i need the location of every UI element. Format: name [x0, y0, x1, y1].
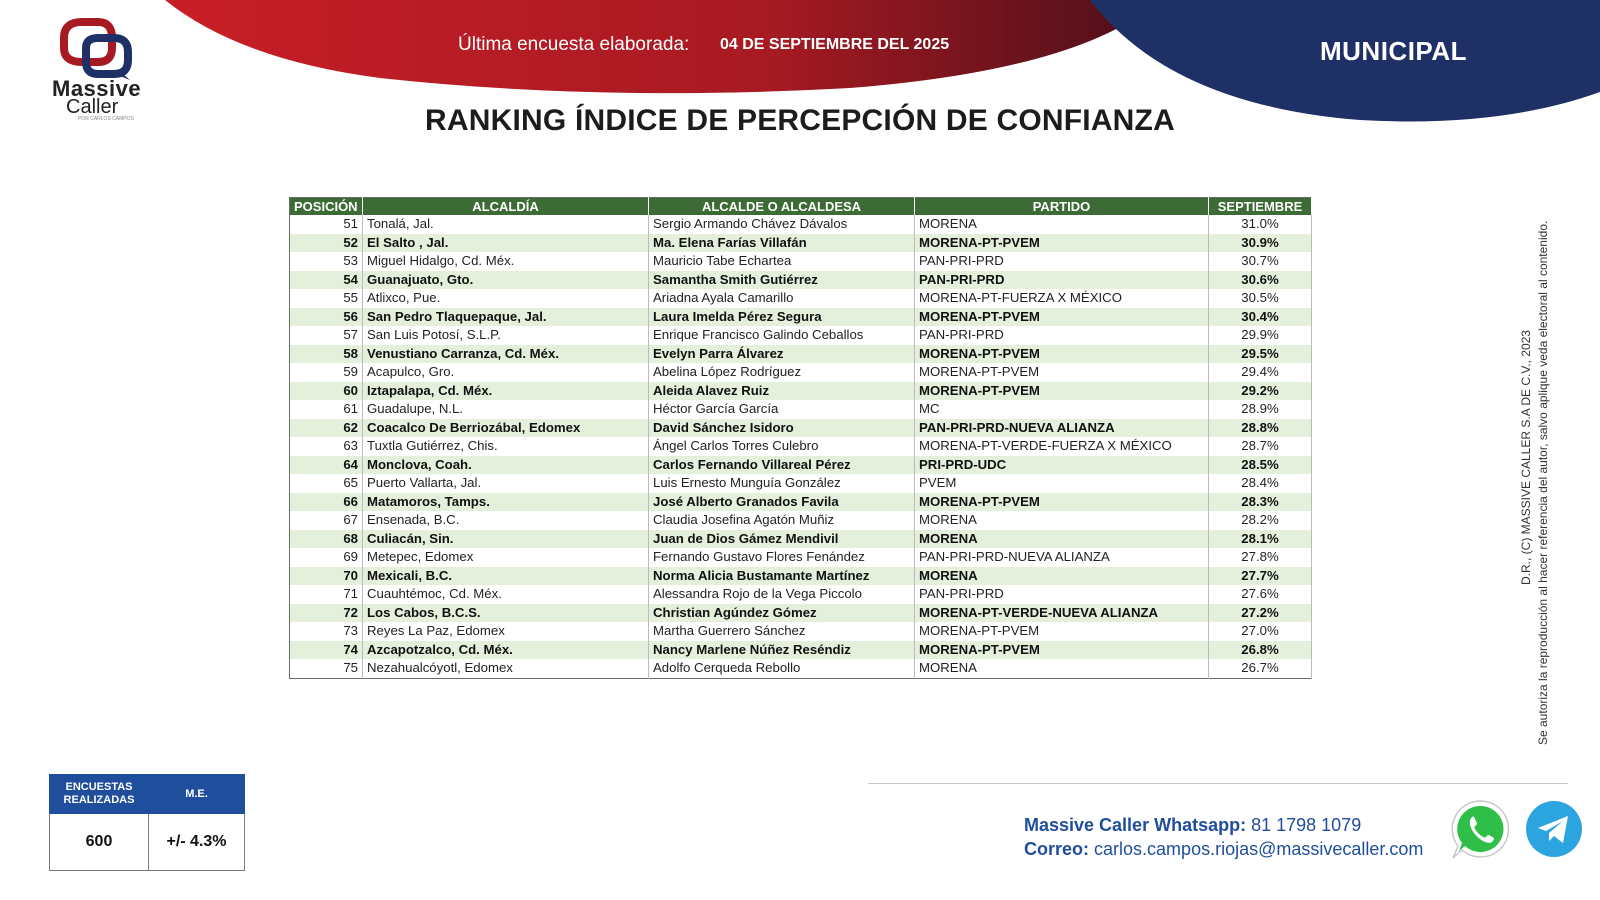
position-cell: 73 [290, 622, 363, 641]
alcalde-cell: José Alberto Granados Favila [649, 493, 915, 512]
stats-header-margin: M.E. [149, 775, 245, 814]
septiembre-cell: 29.5% [1209, 345, 1312, 364]
logo-tagline: POR CARLOS CAMPOS [78, 116, 134, 122]
alcalde-cell: Claudia Josefina Agatón Muñiz [649, 511, 915, 530]
septiembre-cell: 28.5% [1209, 456, 1312, 475]
alcaldia-cell: Monclova, Coah. [363, 456, 649, 475]
alcaldia-cell: Mexicali, B.C. [363, 567, 649, 586]
table-row [290, 234, 1312, 253]
position-cell: 57 [290, 326, 363, 345]
alcaldia-cell: Ensenada, B.C. [363, 511, 649, 530]
position-cell: 56 [290, 308, 363, 327]
table-row [290, 437, 1312, 456]
septiembre-cell: 30.4% [1209, 308, 1312, 327]
position-cell: 72 [290, 604, 363, 623]
alcalde-cell: Nancy Marlene Núñez Reséndiz [649, 641, 915, 660]
septiembre-cell: 28.9% [1209, 400, 1312, 419]
legal-line-2: Se autoriza la reproducción al hacer referencia del autor, salvo aplique veda electoral al contenido. [1536, 220, 1550, 745]
septiembre-cell: 27.8% [1209, 548, 1312, 567]
stats-margin-value: +/- 4.3% [149, 814, 245, 871]
alcalde-cell: Evelyn Parra Álvarez [649, 345, 915, 364]
position-cell: 61 [290, 400, 363, 419]
position-cell: 65 [290, 474, 363, 493]
alcaldia-cell: San Luis Potosí, S.L.P. [363, 326, 649, 345]
scope-label: MUNICIPAL [1320, 36, 1468, 66]
alcalde-cell: Juan de Dios Gámez Mendivil [649, 530, 915, 549]
table-row [290, 382, 1312, 401]
table-row [290, 659, 1312, 678]
table-row [290, 511, 1312, 530]
whatsapp-number[interactable]: 81 1798 1079 [1251, 815, 1362, 835]
septiembre-cell: 30.9% [1209, 234, 1312, 253]
alcalde-cell: Héctor García García [649, 400, 915, 419]
alcaldia-cell: San Pedro Tlaquepaque, Jal. [363, 308, 649, 327]
partido-cell: MC [915, 400, 1209, 419]
position-cell: 68 [290, 530, 363, 549]
partido-cell: MORENA-PT-PVEM [915, 363, 1209, 382]
position-cell: 70 [290, 567, 363, 586]
legal-notice [1519, 185, 1569, 745]
partido-cell: MORENA-PT-PVEM [915, 308, 1209, 327]
table-row [290, 474, 1312, 493]
partido-cell: MORENA-PT-VERDE-NUEVA ALIANZA [915, 604, 1209, 623]
septiembre-cell: 30.5% [1209, 289, 1312, 308]
position-cell: 53 [290, 252, 363, 271]
position-cell: 54 [290, 271, 363, 290]
septiembre-cell: 28.1% [1209, 530, 1312, 549]
alcaldia-cell: Atlixco, Pue. [363, 289, 649, 308]
stats-header-surveys: ENCUESTAS REALIZADAS [50, 775, 149, 814]
septiembre-cell: 27.2% [1209, 604, 1312, 623]
septiembre-cell: 27.6% [1209, 585, 1312, 604]
stats-surveys-value: 600 [50, 814, 149, 871]
table-row [290, 641, 1312, 660]
position-cell: 59 [290, 363, 363, 382]
partido-cell: PAN-PRI-PRD [915, 326, 1209, 345]
partido-cell: PAN-PRI-PRD [915, 252, 1209, 271]
alcaldia-cell: Reyes La Paz, Edomex [363, 622, 649, 641]
partido-cell: PAN-PRI-PRD [915, 585, 1209, 604]
partido-cell: PAN-PRI-PRD [915, 271, 1209, 290]
alcalde-cell: Samantha Smith Gutiérrez [649, 271, 915, 290]
partido-cell: MORENA-PT-PVEM [915, 382, 1209, 401]
alcalde-cell: Sergio Armando Chávez Dávalos [649, 215, 915, 234]
footer-divider [868, 783, 1568, 784]
whatsapp-icon[interactable] [1448, 797, 1514, 863]
whatsapp-contact [1024, 815, 1361, 836]
ranking-table [289, 197, 1312, 679]
septiembre-cell: 29.9% [1209, 326, 1312, 345]
page-title: RANKING ÍNDICE DE PERCEPCIÓN DE CONFIANZA [425, 104, 1175, 137]
septiembre-cell: 28.7% [1209, 437, 1312, 456]
position-cell: 67 [290, 511, 363, 530]
alcaldia-cell: Culiacán, Sin. [363, 530, 649, 549]
position-cell: 62 [290, 419, 363, 438]
position-cell: 74 [290, 641, 363, 660]
position-cell: 55 [290, 289, 363, 308]
table-row [290, 548, 1312, 567]
septiembre-cell: 30.6% [1209, 271, 1312, 290]
table-row [290, 215, 1312, 234]
telegram-icon[interactable] [1525, 800, 1583, 858]
table-header-row [290, 198, 1312, 216]
alcalde-cell: Fernando Gustavo Flores Fenández [649, 548, 915, 567]
partido-cell: MORENA-PT-VERDE-FUERZA X MÉXICO [915, 437, 1209, 456]
septiembre-cell: 27.0% [1209, 622, 1312, 641]
alcaldia-cell: Guadalupe, N.L. [363, 400, 649, 419]
alcaldia-cell: Miguel Hidalgo, Cd. Méx. [363, 252, 649, 271]
table-row [290, 419, 1312, 438]
alcaldia-cell: Los Cabos, B.C.S. [363, 604, 649, 623]
alcalde-cell: Enrique Francisco Galindo Ceballos [649, 326, 915, 345]
alcaldia-cell: Coacalco De Berriozábal, Edomex [363, 419, 649, 438]
email-address[interactable]: carlos.campos.riojas@massivecaller.com [1094, 839, 1424, 859]
position-cell: 75 [290, 659, 363, 678]
table-row [290, 604, 1312, 623]
septiembre-cell: 27.7% [1209, 567, 1312, 586]
table-row [290, 271, 1312, 290]
partido-cell: PAN-PRI-PRD-NUEVA ALIANZA [915, 548, 1209, 567]
legal-line-1: D.R., (C) MASSIVE CALLER S.A DE C.V., 2023 [1519, 330, 1533, 585]
septiembre-cell: 28.4% [1209, 474, 1312, 493]
partido-cell: MORENA [915, 659, 1209, 678]
alcaldia-cell: Tuxtla Gutiérrez, Chis. [363, 437, 649, 456]
alcaldia-cell: Azcapotzalco, Cd. Méx. [363, 641, 649, 660]
alcalde-cell: Adolfo Cerqueda Rebollo [649, 659, 915, 678]
table-row [290, 622, 1312, 641]
septiembre-cell: 31.0% [1209, 215, 1312, 234]
alcalde-cell: Ariadna Ayala Camarillo [649, 289, 915, 308]
position-cell: 52 [290, 234, 363, 253]
position-cell: 66 [290, 493, 363, 512]
position-cell: 71 [290, 585, 363, 604]
alcaldia-cell: Acapulco, Gro. [363, 363, 649, 382]
email-contact [1024, 839, 1423, 860]
table-row [290, 585, 1312, 604]
column-header-position: POSICIÓN [290, 198, 363, 216]
alcalde-cell: Alessandra Rojo de la Vega Piccolo [649, 585, 915, 604]
alcalde-cell: Norma Alicia Bustamante Martínez [649, 567, 915, 586]
septiembre-cell: 26.8% [1209, 641, 1312, 660]
alcalde-cell: Mauricio Tabe Echartea [649, 252, 915, 271]
logo-name-line1: Massive [52, 76, 142, 101]
column-header-septiembre: SEPTIEMBRE [1209, 198, 1312, 216]
partido-cell: MORENA-PT-PVEM [915, 493, 1209, 512]
column-header-alcaldia: ALCALDÍA [363, 198, 649, 216]
alcalde-cell: Abelina López Rodríguez [649, 363, 915, 382]
position-cell: 69 [290, 548, 363, 567]
alcalde-cell: Aleida Alavez Ruiz [649, 382, 915, 401]
table-row [290, 326, 1312, 345]
partido-cell: PVEM [915, 474, 1209, 493]
alcalde-cell: Ángel Carlos Torres Culebro [649, 437, 915, 456]
septiembre-cell: 28.3% [1209, 493, 1312, 512]
position-cell: 58 [290, 345, 363, 364]
position-cell: 51 [290, 215, 363, 234]
alcalde-cell: Martha Guerrero Sánchez [649, 622, 915, 641]
position-cell: 64 [290, 456, 363, 475]
alcaldia-cell: Metepec, Edomex [363, 548, 649, 567]
position-cell: 63 [290, 437, 363, 456]
alcaldia-cell: Venustiano Carranza, Cd. Méx. [363, 345, 649, 364]
alcaldia-cell: Nezahualcóyotl, Edomex [363, 659, 649, 678]
partido-cell: MORENA-PT-PVEM [915, 345, 1209, 364]
table-row [290, 567, 1312, 586]
alcalde-cell: Ma. Elena Farías Villafán [649, 234, 915, 253]
alcaldia-cell: El Salto , Jal. [363, 234, 649, 253]
table-row [290, 400, 1312, 419]
column-header-partido: PARTIDO [915, 198, 1209, 216]
table-row [290, 363, 1312, 382]
email-label: Correo: [1024, 839, 1090, 859]
alcaldia-cell: Tonalá, Jal. [363, 215, 649, 234]
alcaldia-cell: Puerto Vallarta, Jal. [363, 474, 649, 493]
alcaldia-cell: Cuauhtémoc, Cd. Méx. [363, 585, 649, 604]
logo-name-line2: Caller [66, 96, 119, 118]
survey-stats-table [49, 774, 245, 871]
table-row [290, 252, 1312, 271]
alcaldia-cell: Guanajuato, Gto. [363, 271, 649, 290]
partido-cell: MORENA-PT-PVEM [915, 234, 1209, 253]
alcalde-cell: David Sánchez Isidoro [649, 419, 915, 438]
alcaldia-cell: Iztapalapa, Cd. Méx. [363, 382, 649, 401]
table-row [290, 530, 1312, 549]
partido-cell: MORENA-PT-FUERZA X MÉXICO [915, 289, 1209, 308]
alcalde-cell: Carlos Fernando Villareal Pérez [649, 456, 915, 475]
septiembre-cell: 26.7% [1209, 659, 1312, 678]
position-cell: 60 [290, 382, 363, 401]
whatsapp-label: Massive Caller Whatsapp: [1024, 815, 1247, 835]
septiembre-cell: 29.2% [1209, 382, 1312, 401]
partido-cell: MORENA-PT-PVEM [915, 622, 1209, 641]
table-row [290, 289, 1312, 308]
partido-cell: PRI-PRD-UDC [915, 456, 1209, 475]
survey-label: Última encuesta elaborada: [458, 34, 690, 55]
alcaldia-cell: Matamoros, Tamps. [363, 493, 649, 512]
partido-cell: MORENA [915, 530, 1209, 549]
septiembre-cell: 28.8% [1209, 419, 1312, 438]
table-row [290, 308, 1312, 327]
table-row [290, 493, 1312, 512]
alcalde-cell: Christian Agúndez Gómez [649, 604, 915, 623]
table-row [290, 345, 1312, 364]
septiembre-cell: 29.4% [1209, 363, 1312, 382]
table-row [290, 456, 1312, 475]
partido-cell: MORENA [915, 511, 1209, 530]
alcalde-cell: Laura Imelda Pérez Segura [649, 308, 915, 327]
partido-cell: PAN-PRI-PRD-NUEVA ALIANZA [915, 419, 1209, 438]
survey-date: 04 DE SEPTIEMBRE DEL 2025 [720, 36, 950, 53]
septiembre-cell: 30.7% [1209, 252, 1312, 271]
partido-cell: MORENA-PT-PVEM [915, 641, 1209, 660]
partido-cell: MORENA [915, 215, 1209, 234]
septiembre-cell: 28.2% [1209, 511, 1312, 530]
column-header-alcalde: ALCALDE O ALCALDESA [649, 198, 915, 216]
alcalde-cell: Luis Ernesto Munguía González [649, 474, 915, 493]
ranking-table-body [290, 215, 1312, 678]
partido-cell: MORENA [915, 567, 1209, 586]
